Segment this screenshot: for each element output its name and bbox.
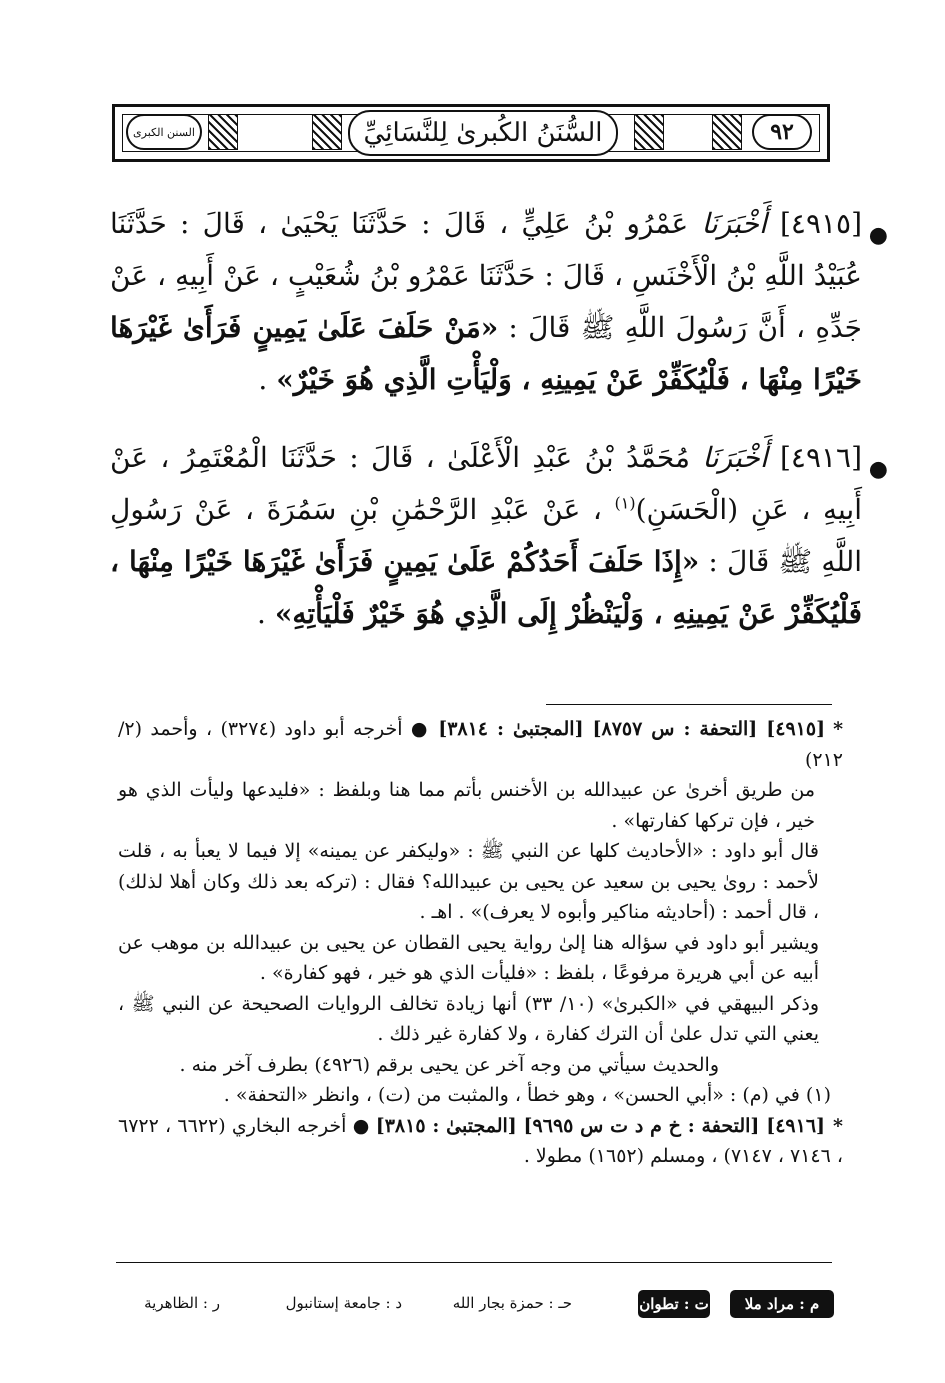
ornament-icon (634, 114, 664, 150)
note-4915-line: وذكر البيهقي في «الكبرىٰ» (١٠/ ٣٣) أنها زيادة تخالف الروايات الصحيحة عن النبي ﷺ ، يعني التي تدل علىٰ أن الترك كفارة ، ولا كفارة غير ذلك . (118, 992, 819, 1045)
manuscript-sigla (112, 1290, 834, 1320)
footnote-marker: (١) (614, 493, 636, 513)
note-4915-line: ويشير أبو داود في سؤاله هنا إلىٰ رواية يحيى القطان عن يحيى بن عبيدالله بن موهب عن أبيه عن أبي هريرة مرفوعًا ، بلفظ : «فليأت الذي هو خير ، فهو كفارة» . (118, 931, 819, 984)
hadith-number: [٤٩١٥] (779, 207, 863, 240)
main-text (110, 198, 888, 666)
book-logo: السنن الكبرى (126, 114, 202, 150)
hadith-number: [٤٩١٦] (779, 441, 862, 474)
page-number: ٩٢ (752, 114, 812, 150)
matn: «إِذَا حَلَفَ أَحَدُكُمْ عَلَىٰ يَمِينٍ فَرَأَىٰ غَيْرَهَا خَيْرًا مِنْهَا ، فَلْيُكَفِّرْ عَنْ يَمِينِهِ ، وَلْيَنْظُرْ إِلَى الَّذِي هُوَ خَيْرٌ فَلْيَأْتِهِ» (110, 545, 862, 630)
note-4915-line: قال أبو داود : «الأحاديث كلها عن النبي ﷺ : «وليكفر عن يمينه» إلا فيما لا يعبأ به ، قلت لأحمد : روىٰ يحيى بن سعيد عن يحيى بن عبيدالله؟ فقال : (تركه بعد ذلك وكان أهلا لذلك) ، قال أحمد : (أحاديثه مناكير وأبوه لا يعرف)» . اهـ . (118, 840, 819, 923)
footnote-separator (546, 704, 832, 705)
bottom-rule (116, 1262, 832, 1263)
hadith-4916 (110, 432, 888, 640)
akhbarana: أَخْبَرَنَا (702, 441, 768, 474)
note-4915-line: والحديث سيأتي من وجه آخر عن يحيى برقم (٤٩٢٦) بطرف آخر منه . (179, 1053, 719, 1076)
hadith-4915 (110, 198, 888, 406)
end-mark: . (257, 597, 275, 630)
isnad: عَمْرُو بْنُ عَلِيٍّ ، قَالَ : حَدَّثَنَا يَحْيَىٰ ، قَالَ : حَدَّثَنَا عُبَيْدُ اللَّهِ بْنُ الْأَخْنَسِ ، قَالَ : حَدَّثَنَا عَمْرُو بْنُ شُعَيْبٍ ، عَنْ أَبِيهِ ، عَنْ جَدِّهِ ، أَنَّ رَسُولَ اللَّهِ ﷺ قَالَ : (110, 207, 862, 344)
siglum-r: ر : الظاهرية (144, 1294, 220, 1312)
book-title: السُّنَنُ الكُبرىٰ لِلنَّسَائِيِّ (348, 110, 618, 156)
isnad: مُحَمَّدُ بْنُ عَبْدِ الْأَعْلَىٰ ، قَالَ : حَدَّثَنَا الْمُعْتَمِرُ ، عَنْ أَبِيهِ ، عَنِ (الْحَسَنِ) (110, 441, 862, 526)
ornament-icon (712, 114, 742, 150)
footnotes (118, 714, 843, 1172)
footnote-1: (١) في (م) : «أبي الحسن» ، وهو خطأ ، والمثبت من (ت) ، وانظر «التحفة» . (223, 1084, 831, 1106)
siglum-m: م : مراد ملا (730, 1290, 834, 1318)
note-4916-head: *[٤٩١٦] [التحفة : خ م د ت س ٩٦٩٥] [المجتبىٰ : ٣٨١٥] ● أخرجه البخاري (٦٦٢٢ ، ٦٧٢٢ ، ٧١٤٦ ، ٧١٤٧) ، ومسلم (١٦٥٢) مطولا . (118, 1114, 843, 1167)
bullet-icon: ● (868, 223, 888, 248)
akhbarana: أَخْبَرَنَا (701, 207, 767, 240)
end-mark: . (258, 363, 277, 396)
bullet-icon: ● (868, 457, 888, 482)
matn: «مَنْ حَلَفَ عَلَىٰ يَمِينٍ فَرَأَىٰ غَيْرَهَا خَيْرًا مِنْهَا ، فَلْيُكَفِّرْ عَنْ يَمِينِهِ ، وَلْيَأْتِ الَّذِي هُوَ خَيْرٌ» (110, 311, 862, 396)
isnad-cont: ، عَنْ عَبْدِ الرَّحْمَٰنِ بْنِ سَمُرَةَ ، عَنْ رَسُولِ اللَّهِ ﷺ قَالَ : (110, 493, 862, 578)
ornament-icon (208, 114, 238, 150)
siglum-t: ت : تطوان (638, 1290, 710, 1318)
note-4915-head: *[٤٩١٥] [التحفة : س ٨٧٥٧] [المجتبىٰ : ٣٨١٤] ● أخرجه أبو داود (٣٢٧٤) ، وأحمد (٢/ ٢١٢) (118, 718, 843, 771)
page-header (112, 104, 830, 162)
note-4915-line: من طريق أخرىٰ عن عبيدالله بن الأخنس بأتم مما هنا وبلفظ : «فليدعها وليأت الذي هو خير ، فإن تركها كفارتها» . (118, 779, 815, 832)
siglum-d: د : جامعة إستانبول (285, 1294, 402, 1312)
siglum-h: حـ : حمزة بجار الله (452, 1294, 572, 1312)
ornament-icon (312, 114, 342, 150)
